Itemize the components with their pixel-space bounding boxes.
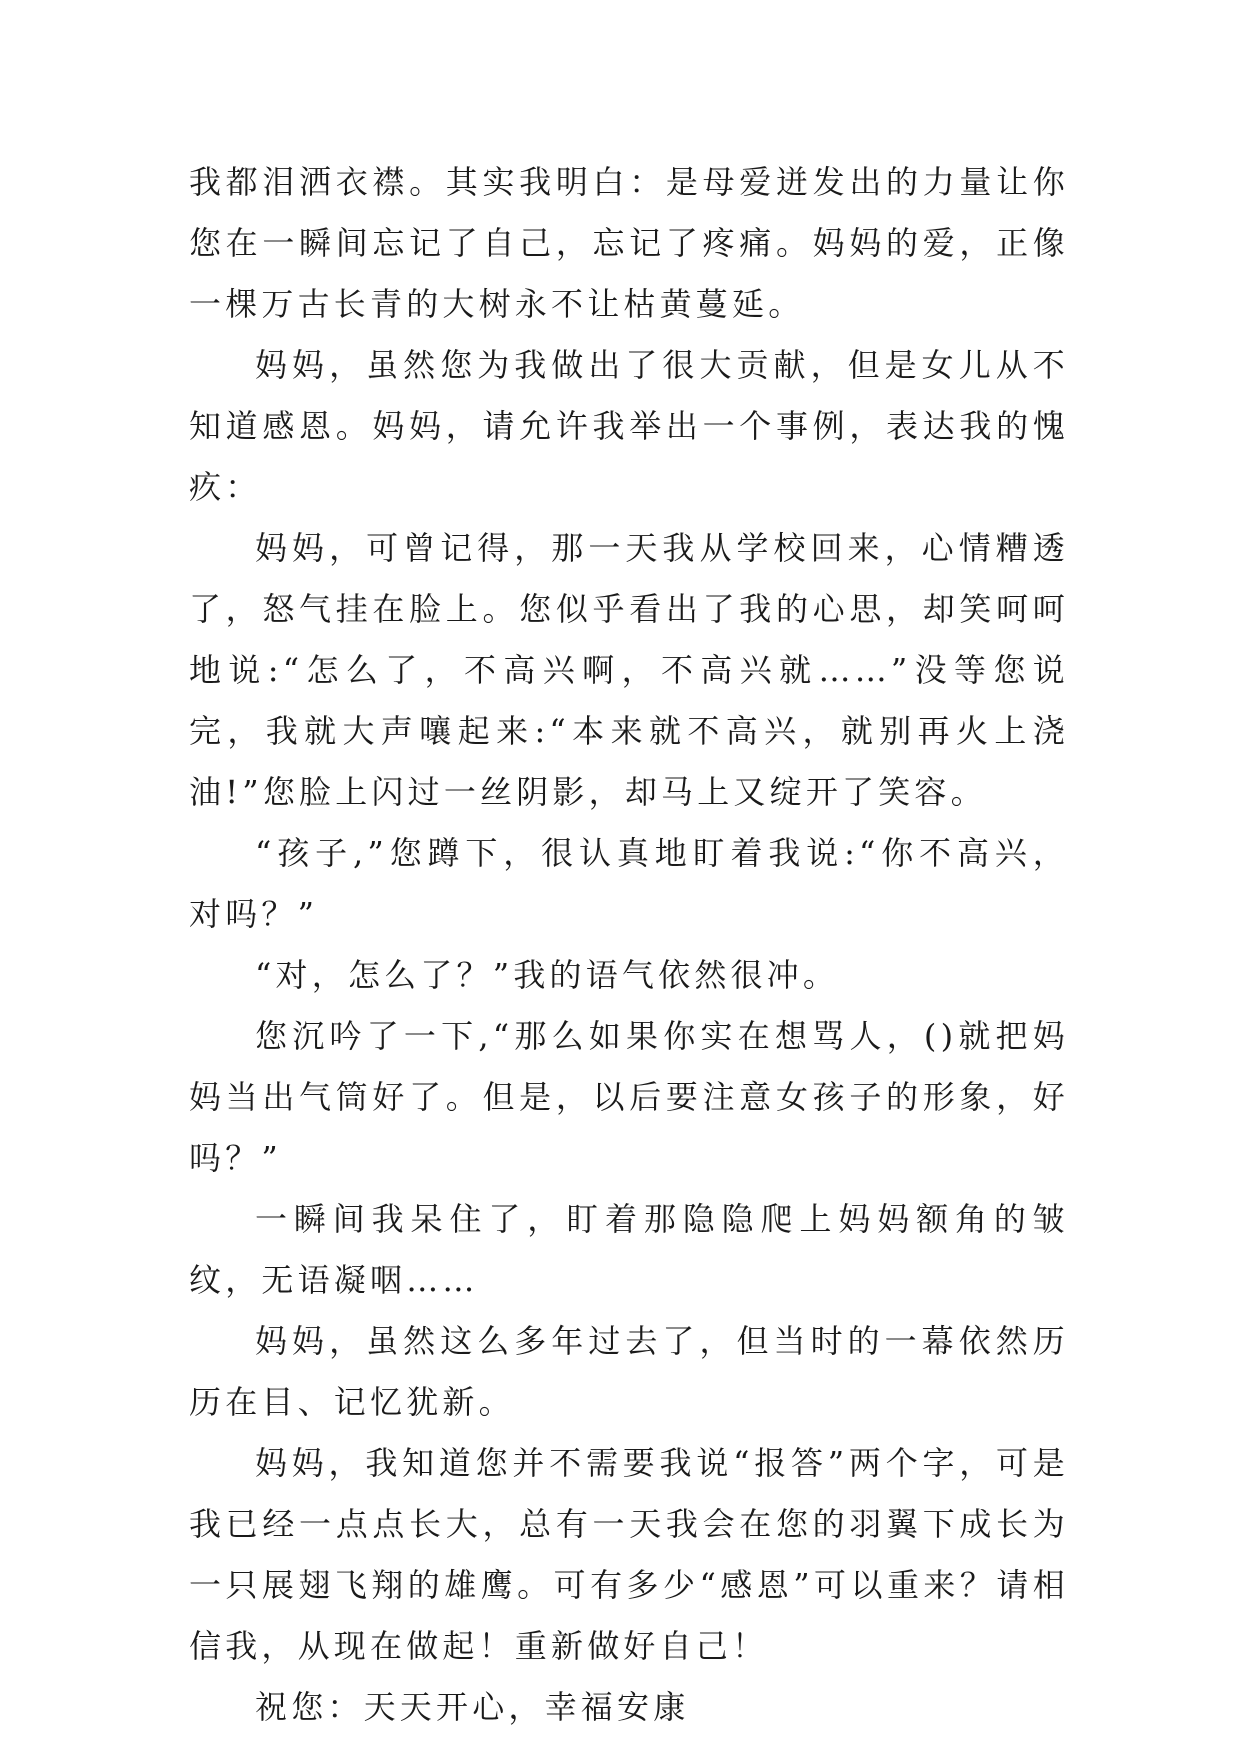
paragraph: 妈妈，可曾记得，那一天我从学校回来，心情糟透了，怒气挂在脸上。您似乎看出了我的心思，却笑呵呵地说:“怎么了，不高兴啊，不高兴就……”没等您说完，我就大声嚷起来:“本来就不高兴，就别再火上浇油!”您脸上闪过一丝阴影，却马上又绽开了笑容。 (189, 529, 1069, 811)
document-page (189, 152, 1069, 1738)
paragraph: 我都泪洒衣襟。其实我明白：是母爱迸发出的力量让你您在一瞬间忘记了自己，忘记了疼痛。妈妈的爱，正像一棵万古长青的大树永不让枯黄蔓延。 (189, 163, 1069, 323)
paragraph: 一瞬间我呆住了，盯着那隐隐爬上妈妈额角的皱纹，无语凝咽…… (189, 1200, 1069, 1299)
paragraph: 妈妈，虽然这么多年过去了，但当时的一幕依然历历在目、记忆犹新。 (189, 1322, 1069, 1421)
paragraph: “孩子,”您蹲下，很认真地盯着我说:“你不高兴，对吗？” (189, 834, 1069, 933)
paragraph: 您沉吟了一下,“那么如果你实在想骂人，()就把妈妈当出气筒好了。但是，以后要注意女孩子的形象，好吗？” (189, 1017, 1069, 1177)
paragraph: 妈妈，虽然您为我做出了很大贡献，但是女儿从不知道感恩。妈妈，请允许我举出一个事例，表达我的愧疚： (189, 346, 1069, 506)
paragraph: 妈妈，我知道您并不需要我说“报答”两个字，可是我已经一点点长大，总有一天我会在您的羽翼下成长为一只展翅飞翔的雄鹰。可有多少“感恩”可以重来？请相信我，从现在做起！重新做好自己！ (189, 1444, 1069, 1665)
paragraph: “对，怎么了？”我的语气依然很冲。 (255, 956, 840, 994)
closing-wish: 祝您：天天开心，幸福安康 (255, 1688, 690, 1726)
